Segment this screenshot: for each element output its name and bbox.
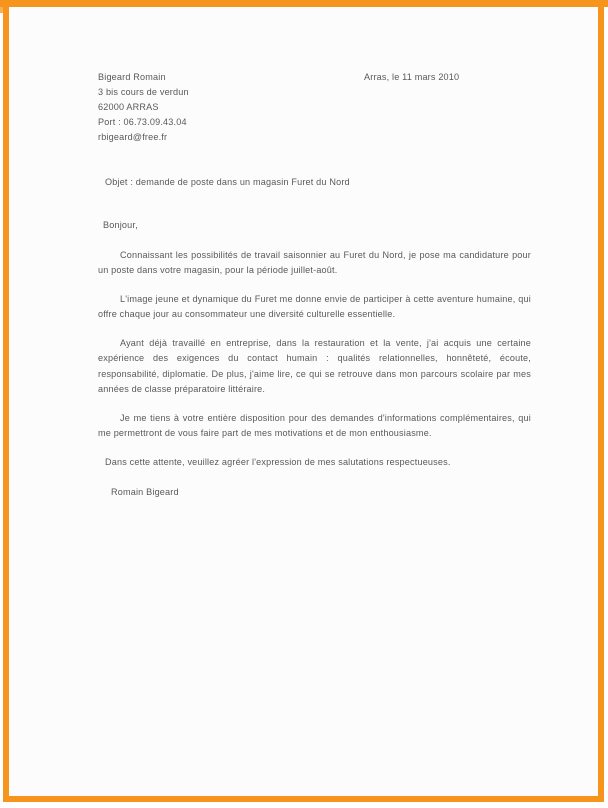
sender-city: 62000 ARRAS <box>98 102 159 113</box>
letter-paper <box>9 7 598 796</box>
body-paragraph: L'image jeune et dynamique du Furet me donne envie de participer à cette aventure humaine, qui offre chaque jour au consommateur une diversité culturelle essentielle. <box>98 294 531 320</box>
body-paragraph: Je me tiens à votre entière disposition pour des demandes d'informations complémentaires, qui me permettront de vous faire part de mes motivations et de mon enthousiasme. <box>98 412 531 438</box>
sender-street: 3 bis cours de verdun <box>98 87 189 98</box>
body-paragraph: Ayant déjà travaillé en entreprise, dans la restauration et la vente, j'ai acquis une certaine expérience des exigences du contact humain : qualités relationnelles, honnêteté, écoute, responsabilité, diplomatie. De plus, j'aime lire, ce qui se retrouve dans mon parcours scolaire par mes années de classe préparatoire littéraire. <box>98 338 531 394</box>
letter-content <box>9 7 598 796</box>
letter-closing: Dans cette attente, veuillez agréer l'expression de mes salutations respectueuses. <box>105 457 451 467</box>
letter-signature: Romain Bigeard <box>111 487 179 497</box>
letter-greeting: Bonjour, <box>103 220 138 230</box>
letter-subject: Objet : demande de poste dans un magasin Furet du Nord <box>105 177 350 187</box>
frame-border-right <box>598 6 604 802</box>
sender-email: rbigeard@free.fr <box>98 132 168 143</box>
frame-border-bottom <box>3 796 603 802</box>
frame-border-top <box>0 0 608 7</box>
letter-date: Arras, le 11 mars 2010 <box>364 72 460 82</box>
sender-address-block <box>98 70 338 145</box>
letter-body <box>98 248 531 441</box>
sender-phone: Port : 06.73.09.43.04 <box>98 117 187 128</box>
body-paragraph: Connaissant les possibilités de travail saisonnier au Furet du Nord, je pose ma candidature pour un poste dans votre magasin, pour la période juillet-août. <box>98 250 531 276</box>
sender-name: Bigeard Romain <box>98 72 166 82</box>
